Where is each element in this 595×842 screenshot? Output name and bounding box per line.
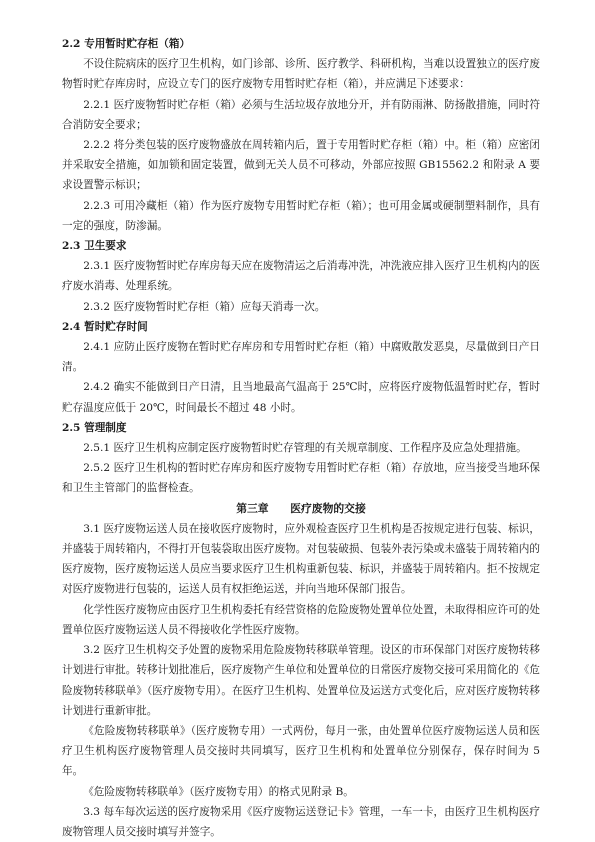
paragraph: 2.5.1 医疗卫生机构应制定医疗废物暂时贮存管理的有关规章制度、工作程序及应急处理措施。 [83,442,527,455]
paragraph: 3.1 医疗废物运送人员在接收医疗废物时，应外观检查医疗卫生机构是否按规定进行包装、标识，并盛装于周转箱内，不得打开包装袋取出医疗废物。对包装破损、包装外表污染或未盛装于周转箱内的医疗废物，医疗废物运送人员应当要求医疗卫生机构重新包装、标识，并盛装于周转箱内。拒不按规定对医疗废物进行包装的，运送人员有权拒绝运送，并向当地环保部门报告。 [62,522,540,596]
paragraph: 2.4.1 应防止医疗废物在暂时贮存库房和专用暂时贮存柜（箱）中腐败散发恶臭，尽量做到日产日清。 [62,341,540,374]
paragraph: 《危险废物转移联单》（医疗废物专用）的格式见附录 B。 [83,785,354,798]
paragraph: 2.2.3 可用冷藏柜（箱）作为医疗废物专用暂时贮存柜（箱）；也可用金属或硬制塑料制作，具有一定的强度，防渗漏。 [62,199,540,232]
paragraph: 3.2 医疗卫生机构交予处置的废物采用危险废物转移联单管理。设区的市环保部门对医疗废物转移计划进行审批。转移计划批准后，医疗废物产生单位和处置单位的日常医疗废物交接可采用简化的《危险废物转移联单》（医疗废物专用）。在医疗卫生机构、处置单位及运送方式变化后，应对医疗废物转移计划进行重新审批。 [62,644,540,717]
section-heading-2-2: 2.2 专用暂时贮存柜（箱） [62,38,191,50]
paragraph: 2.3.2 医疗废物暂时贮存柜（箱）应每天消毒一次。 [83,300,326,313]
paragraph: 2.2.1 医疗废物暂时贮存柜（箱）必须与生活垃圾存放地分开，并有防雨淋、防扬散措施，同时符合消防安全要求； [62,98,540,131]
chapter-heading: 第三章 医疗废物的交接 [236,501,366,515]
paragraph: 化学性医疗废物应由医疗卫生机构委托有经营资格的危险废物处置单位处置，未取得相应许可的处置单位医疗废物运送人员不得接收化学性医疗废物。 [62,603,540,636]
document-page [62,34,540,842]
paragraph: 2.5.2 医疗卫生机构的暂时贮存库房和医疗废物专用暂时贮存柜（箱）存放地，应当接受当地环保和卫生主管部门的监督检查。 [62,462,540,495]
paragraph: 2.2.2 将分类包装的医疗废物盛放在周转箱内后，置于专用暂时贮存柜（箱）中。柜（箱）应密闭并采取安全措施，如加锁和固定装置，做到无关人员不可移动，外部应按照 GB15562.2 和附录 A 要求设置警示标识； [62,139,540,192]
section-heading-2-4: 2.4 暂时贮存时间 [62,320,148,333]
section-heading-2-3: 2.3 卫生要求 [62,240,127,253]
paragraph: 《危险废物转移联单》（医疗废物专用）一式两份，每月一张，由处置单位医疗废物运送人员和医疗卫生机构医疗废物管理人员交接时共同填写，医疗卫生机构和处置单位分别保存，保存时间为 5 年。 [62,724,540,778]
paragraph: 3.3 每车每次运送的医疗废物采用《医疗废物运送登记卡》管理，一车一卡，由医疗卫生机构医疗废物管理人员交接时填写并签字。 [62,805,540,838]
paragraph: 2.3.1 医疗废物暂时贮存库房每天应在废物清运之后消毒冲洗，冲洗液应排入医疗卫生机构内的医疗废水消毒、处理系统。 [62,260,540,293]
paragraph: 不设住院病床的医疗卫生机构，如门诊部、诊所、医疗教学、科研机构，当难以设置独立的医疗废物暂时贮存库房时，应设立专门的医疗废物专用暂时贮存柜（箱），并应满足下述要求： [62,58,540,91]
paragraph: 2.4.2 确实不能做到日产日清，且当地最高气温高于 25℃时，应将医疗废物低温暂时贮存，暂时贮存温度应低于 20℃，时间最长不超过 48 小时。 [62,381,540,414]
section-heading-2-5: 2.5 管理制度 [62,421,127,434]
